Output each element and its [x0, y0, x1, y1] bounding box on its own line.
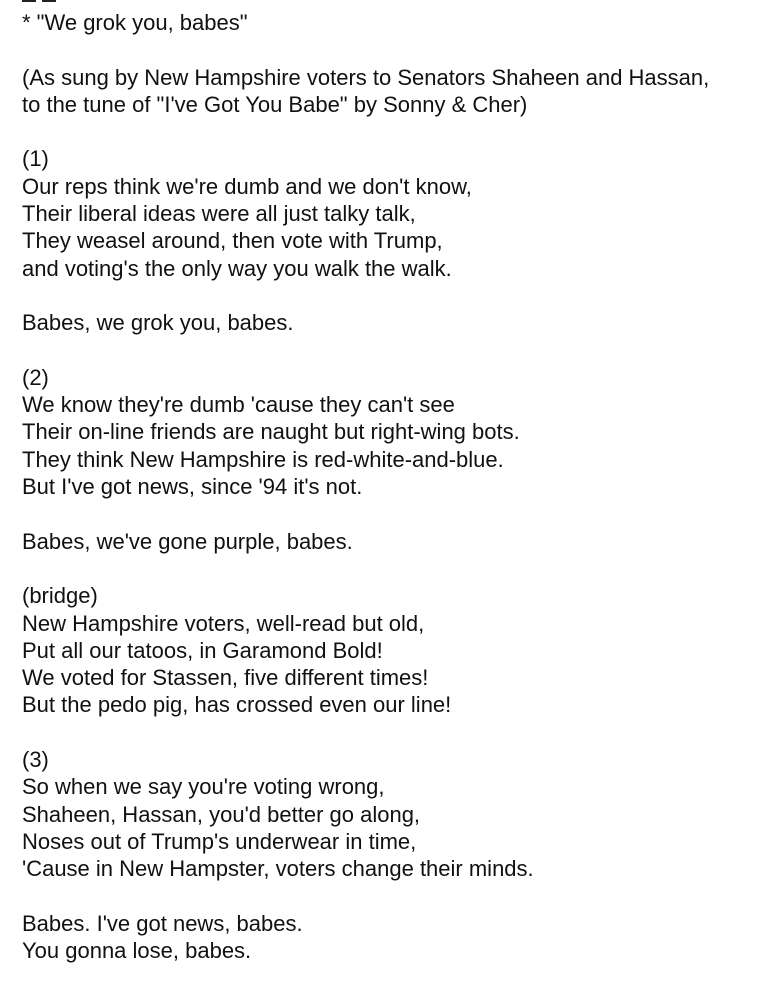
- lyric-line: They weasel around, then vote with Trump,: [22, 228, 443, 254]
- cropped-previous-text: [22, 0, 62, 2]
- lyric-line: We voted for Stassen, five different times!: [22, 665, 429, 691]
- lyric-line: But the pedo pig, has crossed even our line!: [22, 692, 452, 718]
- lyric-line: and voting's the only way you walk the walk.: [22, 255, 452, 281]
- refrain-line: Babes, we've gone purple, babes.: [22, 528, 353, 554]
- song-title: * "We grok you, babes": [22, 10, 248, 35]
- blank-line: [22, 337, 772, 364]
- lyric-line: Their liberal ideas were all just talky talk,: [22, 201, 416, 227]
- blank-line: [22, 118, 772, 145]
- lyric-line: 'Cause in New Hampster, voters change their minds.: [22, 856, 534, 882]
- lyric-line: But I've got news, since '94 it's not.: [22, 474, 363, 500]
- intro-line: to the tune of "I've Got You Babe" by Sonny & Cher): [22, 91, 528, 117]
- lyric-line: We know they're dumb 'cause they can't see: [22, 392, 455, 418]
- blank-line: [22, 555, 772, 582]
- refrain-line: Babes, we grok you, babes.: [22, 310, 294, 336]
- lyric-line: Their on-line friends are naught but right-wing bots.: [22, 419, 520, 445]
- blank-line: [22, 36, 772, 63]
- intro-line: (As sung by New Hampshire voters to Senators Shaheen and Hassan,: [22, 64, 710, 90]
- lyric-line: Put all our tatoos, in Garamond Bold!: [22, 637, 383, 663]
- stanza-label: (2): [22, 364, 49, 390]
- lyric-line: New Hampshire voters, well-read but old,: [22, 610, 425, 636]
- lyric-line: Our reps think we're dumb and we don't know,: [22, 173, 472, 199]
- lyric-line: So when we say you're voting wrong,: [22, 774, 385, 800]
- lyric-line: They think New Hampshire is red-white-and-blue.: [22, 446, 504, 472]
- blank-line: [22, 719, 772, 746]
- blank-line: [22, 282, 772, 309]
- refrain-line: You gonna lose, babes.: [22, 938, 252, 964]
- stanza-label: (bridge): [22, 583, 98, 609]
- stanza-label: (3): [22, 747, 49, 773]
- lyric-line: Shaheen, Hassan, you'd better go along,: [22, 801, 421, 827]
- blank-line: [22, 883, 772, 910]
- refrain-line: Babes. I've got news, babes.: [22, 910, 303, 936]
- lyric-line: Noses out of Trump's underwear in time,: [22, 828, 417, 854]
- blank-line: [22, 500, 772, 527]
- stanza-label: (1): [22, 146, 49, 172]
- song-document: [22, 9, 772, 964]
